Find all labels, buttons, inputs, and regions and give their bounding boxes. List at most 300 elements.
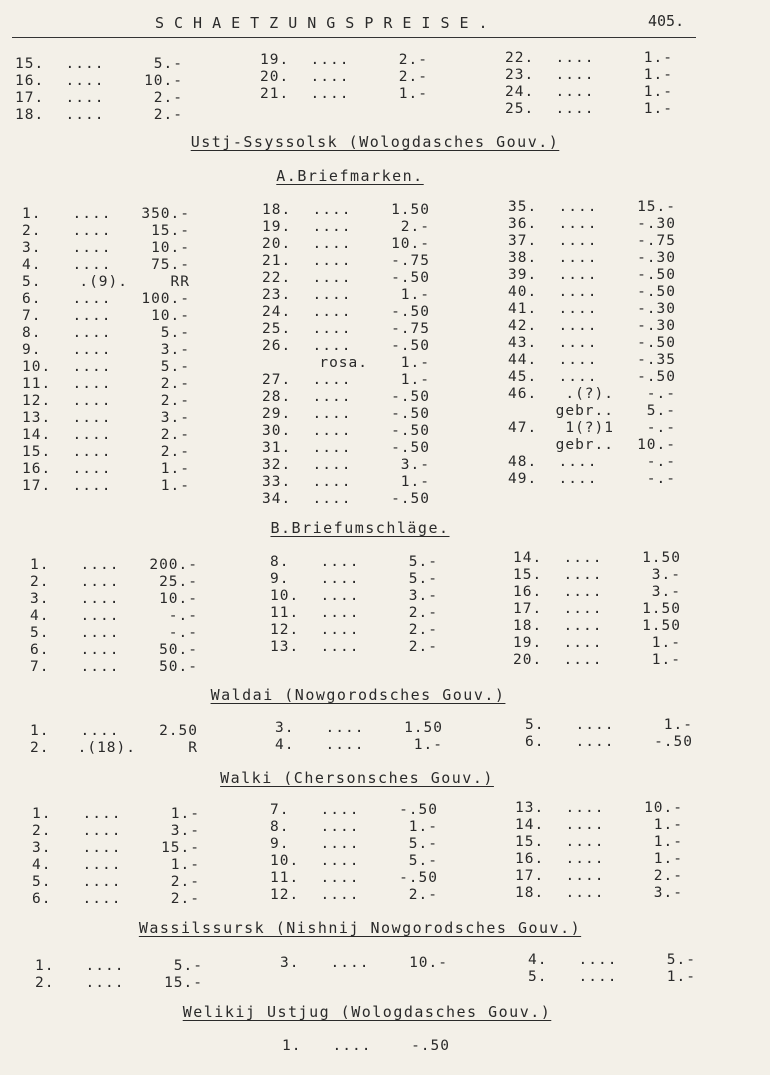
walki-col-3: [515, 800, 683, 902]
entry-number: 15.: [22, 444, 52, 460]
entry-price: 10.-: [151, 240, 190, 256]
entry-number: 14.: [515, 817, 545, 833]
price-entry: [505, 84, 673, 101]
entry-leader: ....: [72, 223, 112, 239]
entry-number: 41.: [508, 301, 538, 317]
walki-col-1: [32, 806, 200, 908]
price-entry: [22, 342, 190, 359]
entry-leader: ....: [320, 819, 360, 835]
entry-leader: ....: [85, 958, 125, 974]
entry-leader: ....: [558, 352, 598, 368]
entry-number: 7.: [30, 659, 50, 675]
entry-price: -.75: [391, 253, 430, 269]
entry-price: 10.-: [637, 437, 676, 453]
subsection-title-briefmarken: A.Briefmarken.: [276, 167, 424, 185]
entry-number: 16.: [22, 461, 52, 477]
entry-leader: ....: [558, 454, 598, 470]
price-entry: [505, 101, 673, 118]
entry-number: 39.: [508, 267, 538, 283]
ustj-b-col-3: [513, 550, 681, 669]
subsection-title-briefumschlaege: B.Briefumschläge.: [270, 519, 450, 537]
entry-price: -.-: [646, 454, 676, 470]
entry-price: 3.-: [651, 567, 681, 583]
entry-price: -.-: [646, 420, 676, 436]
entry-number: 20.: [262, 236, 292, 252]
entry-leader: ....: [320, 588, 360, 604]
entry-number: 12.: [22, 393, 52, 409]
entry-price: -.50: [391, 406, 430, 422]
price-entry: [513, 618, 681, 635]
entry-price: 25.-: [159, 574, 198, 590]
entry-leader: .(?).: [565, 386, 614, 402]
price-entry: [32, 823, 200, 840]
entry-price: 3.-: [651, 584, 681, 600]
ustj-a-col-3: [508, 199, 676, 488]
entry-leader: ....: [558, 335, 598, 351]
entry-price: 1.-: [643, 101, 673, 117]
entry-number: 3.: [22, 240, 42, 256]
entry-number: 2.: [22, 223, 42, 239]
entry-leader: ....: [558, 471, 598, 487]
entry-leader: ....: [65, 56, 105, 72]
entry-number: 4.: [528, 952, 548, 968]
price-entry: [262, 304, 430, 321]
entry-leader: ....: [65, 107, 105, 123]
entry-price: 3.-: [170, 823, 200, 839]
entry-leader: ....: [565, 868, 605, 884]
price-entry: [22, 206, 190, 223]
entry-price: 1.-: [643, 84, 673, 100]
entry-price: R: [188, 740, 198, 756]
entry-leader: ....: [82, 806, 122, 822]
entry-leader: ....: [312, 406, 352, 422]
entry-leader: ....: [72, 461, 112, 477]
entry-number: 23.: [262, 287, 292, 303]
entry-number: 20.: [513, 652, 543, 668]
entry-leader: ....: [558, 216, 598, 232]
entry-price: 2.-: [160, 376, 190, 392]
entry-number: 5.: [30, 625, 50, 641]
entry-leader: ....: [320, 802, 360, 818]
entry-number: 14.: [513, 550, 543, 566]
entry-price: 3.-: [160, 410, 190, 426]
price-entry: [270, 571, 438, 588]
price-entry: [270, 639, 438, 656]
price-entry: [30, 591, 198, 608]
entry-number: 21.: [262, 253, 292, 269]
entry-leader: ....: [563, 635, 603, 651]
price-entry: [513, 652, 681, 669]
entry-number: 3.: [32, 840, 52, 856]
price-entry: [15, 56, 183, 73]
price-entry: [508, 335, 676, 352]
entry-price: -.50: [399, 802, 438, 818]
price-entry: [270, 605, 438, 622]
price-entry: [508, 284, 676, 301]
price-entry: [262, 440, 430, 457]
entry-price: -.30: [637, 318, 676, 334]
entry-leader: ....: [310, 52, 350, 68]
entry-number: 46.: [508, 386, 538, 402]
entry-leader: ....: [565, 851, 605, 867]
entry-leader: ....: [320, 836, 360, 852]
entry-price: 1.-: [643, 67, 673, 83]
price-entry: [508, 471, 676, 488]
entry-price: 350.-: [141, 206, 190, 222]
entry-leader: ....: [80, 608, 120, 624]
entry-price: 10.-: [391, 236, 430, 252]
price-entry: [262, 236, 430, 253]
entry-price: 3.-: [160, 342, 190, 358]
entry-price: -.30: [637, 250, 676, 266]
entry-price: 1.-: [413, 737, 443, 753]
waldai-col-1: [30, 723, 198, 757]
entry-number: [508, 437, 542, 454]
entry-leader: ....: [65, 90, 105, 106]
entry-leader: ....: [312, 304, 352, 320]
entry-leader: gebr..: [555, 437, 614, 453]
price-entry: [275, 720, 443, 737]
entry-number: 16.: [513, 584, 543, 600]
entry-price: 2.50: [159, 723, 198, 739]
entry-leader: ....: [312, 440, 352, 456]
price-entry: [528, 952, 696, 969]
entry-number: 19.: [260, 52, 290, 68]
price-entry: [30, 642, 198, 659]
entry-price: 5.-: [666, 952, 696, 968]
entry-number: 48.: [508, 454, 538, 470]
entry-price: 5.-: [408, 853, 438, 869]
entry-leader: ....: [563, 567, 603, 583]
entry-number: [508, 403, 542, 420]
entry-price: 2.-: [653, 868, 683, 884]
entry-number: 38.: [508, 250, 538, 266]
price-entry: [513, 635, 681, 652]
entry-number: 3.: [30, 591, 50, 607]
entry-price: 2.-: [408, 887, 438, 903]
entry-number: 6.: [22, 291, 42, 307]
entry-price: -.50: [391, 338, 430, 354]
entry-leader: ....: [565, 885, 605, 901]
price-entry: [262, 457, 430, 474]
price-entry: [262, 372, 430, 389]
entry-number: 49.: [508, 471, 538, 487]
price-entry: [32, 874, 200, 891]
entry-leader: ....: [82, 823, 122, 839]
entry-number: 18.: [513, 618, 543, 634]
entry-leader: ....: [72, 240, 112, 256]
price-entry: [508, 199, 676, 216]
price-entry: [22, 240, 190, 257]
entry-leader: ....: [72, 393, 112, 409]
price-entry: [15, 90, 183, 107]
entry-price: 2.-: [408, 622, 438, 638]
price-entry: [15, 73, 183, 90]
price-entry: [262, 355, 430, 372]
entry-number: [262, 355, 296, 372]
entry-price: 1.-: [653, 834, 683, 850]
price-entry: [508, 352, 676, 369]
price-entry: [270, 836, 438, 853]
entry-price: -.50: [391, 423, 430, 439]
entry-leader: ....: [312, 389, 352, 405]
price-entry: [505, 50, 673, 67]
entry-number: 2.: [35, 975, 55, 991]
price-entry: [22, 291, 190, 308]
entry-leader: ....: [85, 975, 125, 991]
entry-leader: ....: [80, 659, 120, 675]
entry-price: 2.-: [408, 639, 438, 655]
entry-leader: ....: [312, 474, 352, 490]
entry-number: 12.: [270, 887, 300, 903]
section-title-waldai: Waldai (Nowgorodsches Gouv.): [210, 686, 506, 704]
price-entry: [262, 423, 430, 440]
entry-number: 7.: [22, 308, 42, 324]
entry-leader: ....: [563, 618, 603, 634]
entry-price: 3.-: [653, 885, 683, 901]
ustj-b-col-2: [270, 554, 438, 656]
entry-leader: ....: [80, 723, 120, 739]
entry-leader: ....: [72, 359, 112, 375]
wassil-col-1: [35, 958, 203, 992]
entry-price: 15.-: [637, 199, 676, 215]
price-entry: [528, 969, 696, 986]
entry-price: 5.-: [408, 836, 438, 852]
price-entry: [32, 891, 200, 908]
wassil-col-3: [528, 952, 696, 986]
entry-leader: ....: [555, 101, 595, 117]
price-entry: [270, 819, 438, 836]
price-entry: [262, 202, 430, 219]
price-entry: [508, 420, 676, 437]
price-entry: [32, 806, 200, 823]
ustj-a-col-2: [262, 202, 430, 508]
entry-price: -.50: [637, 267, 676, 283]
price-entry: [22, 478, 190, 495]
entry-price: -.75: [391, 321, 430, 337]
price-entry: [262, 253, 430, 270]
entry-number: 18.: [262, 202, 292, 218]
entry-number: 2.: [30, 574, 50, 590]
entry-leader: ....: [72, 478, 112, 494]
entry-price: 2.-: [160, 444, 190, 460]
price-entry: [515, 834, 683, 851]
entry-price: -.50: [399, 870, 438, 886]
entry-leader: ....: [312, 253, 352, 269]
entry-number: 5.: [32, 874, 52, 890]
price-entry: [30, 574, 198, 591]
price-entry: [22, 359, 190, 376]
entry-price: 1.-: [400, 372, 430, 388]
entry-leader: ....: [563, 584, 603, 600]
section-title-walki: Walki (Chersonsches Gouv.): [220, 769, 494, 787]
entry-leader: ....: [578, 952, 618, 968]
entry-leader: ....: [555, 50, 595, 66]
entry-price: -.50: [391, 389, 430, 405]
price-entry: [513, 550, 681, 567]
entry-price: 2.-: [398, 52, 428, 68]
entry-number: 1.: [30, 557, 50, 573]
entry-price: 2.-: [170, 891, 200, 907]
entry-number: 1.: [282, 1038, 302, 1054]
price-entry: [280, 955, 448, 972]
entry-number: 14.: [22, 427, 52, 443]
entry-number: 44.: [508, 352, 538, 368]
entry-price: -.50: [391, 440, 430, 456]
price-entry: [513, 584, 681, 601]
price-entry: [260, 69, 428, 86]
entry-number: 17.: [22, 478, 52, 494]
entry-leader: ....: [558, 233, 598, 249]
price-entry: [270, 622, 438, 639]
entry-price: 5.-: [408, 571, 438, 587]
entry-leader: .(9).: [79, 274, 128, 290]
entry-number: 16.: [15, 73, 45, 89]
header-rule: [12, 37, 696, 38]
entry-number: 11.: [22, 376, 52, 392]
entry-leader: ....: [312, 372, 352, 388]
entry-price: 15.-: [164, 975, 203, 991]
price-entry: [30, 659, 198, 676]
entry-number: 15.: [15, 56, 45, 72]
entry-leader: ....: [72, 444, 112, 460]
entry-number: 27.: [262, 372, 292, 388]
entry-price: 10.-: [644, 800, 683, 816]
entry-leader: ....: [312, 236, 352, 252]
entry-number: 1.: [22, 206, 42, 222]
entry-number: 8.: [270, 554, 290, 570]
price-entry: [515, 885, 683, 902]
entry-leader: ....: [82, 840, 122, 856]
entry-leader: ....: [575, 717, 615, 733]
price-entry: [22, 274, 190, 291]
price-entry: [508, 216, 676, 233]
entry-number: 21.: [260, 86, 290, 102]
price-entry: [262, 321, 430, 338]
price-entry: [22, 308, 190, 325]
price-entry: [275, 737, 443, 754]
entry-price: -.75: [637, 233, 676, 249]
price-entry: [22, 410, 190, 427]
price-entry: [30, 723, 198, 740]
entry-price: -.-: [646, 471, 676, 487]
entry-leader: ....: [565, 834, 605, 850]
entry-leader: ....: [72, 376, 112, 392]
entry-leader: ....: [555, 67, 595, 83]
price-entry: [508, 386, 676, 403]
price-entry: [515, 851, 683, 868]
entry-leader: 1(?)1: [565, 420, 614, 436]
entry-number: 3.: [275, 720, 295, 736]
price-entry: [270, 887, 438, 904]
entry-number: 6.: [32, 891, 52, 907]
entry-leader: ....: [312, 423, 352, 439]
entry-price: -.-: [168, 625, 198, 641]
entry-number: 6.: [525, 734, 545, 750]
entry-leader: ....: [320, 853, 360, 869]
entry-price: 2.-: [160, 393, 190, 409]
entry-number: 33.: [262, 474, 292, 490]
entry-leader: ....: [72, 308, 112, 324]
entry-number: 10.: [22, 359, 52, 375]
price-entry: [525, 734, 693, 751]
entry-price: RR: [170, 274, 190, 290]
entry-price: -.50: [391, 270, 430, 286]
entry-price: 1.-: [653, 851, 683, 867]
entry-number: 7.: [270, 802, 290, 818]
entry-leader: ....: [565, 817, 605, 833]
price-entry: [35, 958, 203, 975]
entry-price: 2.-: [153, 90, 183, 106]
price-entry: [262, 389, 430, 406]
entry-number: 18.: [515, 885, 545, 901]
entry-leader: ....: [312, 219, 352, 235]
price-entry: [22, 444, 190, 461]
entry-price: -.-: [168, 608, 198, 624]
entry-number: 34.: [262, 491, 292, 507]
entry-number: 5.: [528, 969, 548, 985]
price-entry: [262, 338, 430, 355]
price-entry: [270, 802, 438, 819]
entry-price: 1.-: [663, 717, 693, 733]
entry-number: 4.: [22, 257, 42, 273]
entry-number: 10.: [270, 853, 300, 869]
entry-price: -.30: [637, 216, 676, 232]
price-entry: [270, 853, 438, 870]
entry-number: 32.: [262, 457, 292, 473]
entry-number: 42.: [508, 318, 538, 334]
entry-leader: ....: [312, 270, 352, 286]
entry-leader: ....: [325, 737, 365, 753]
entry-price: 5.-: [153, 56, 183, 72]
price-entry: [508, 301, 676, 318]
entry-price: 1.50: [642, 601, 681, 617]
entry-price: -.50: [637, 284, 676, 300]
entry-leader: ....: [558, 267, 598, 283]
entry-number: 11.: [270, 605, 300, 621]
price-entry: [30, 625, 198, 642]
price-entry: [270, 870, 438, 887]
entry-price: -.50: [391, 491, 430, 507]
entry-number: 12.: [270, 622, 300, 638]
section-title-ustj: Ustj-Ssyssolsk (Wologdasches Gouv.): [190, 133, 560, 151]
price-entry: [513, 567, 681, 584]
price-entry: [22, 461, 190, 478]
price-entry: [32, 840, 200, 857]
entry-price: 1.50: [642, 618, 681, 634]
entry-number: 24.: [505, 84, 535, 100]
entry-leader: ....: [80, 642, 120, 658]
top-col-3: [505, 50, 673, 118]
entry-leader: ....: [72, 427, 112, 443]
price-entry: [513, 601, 681, 618]
entry-price: 5.-: [160, 325, 190, 341]
entry-number: 15.: [515, 834, 545, 850]
entry-number: 31.: [262, 440, 292, 456]
entry-leader: ....: [558, 250, 598, 266]
price-entry: [515, 868, 683, 885]
entry-leader: ....: [82, 891, 122, 907]
page-number: 405.: [648, 12, 685, 30]
entry-number: 17.: [513, 601, 543, 617]
entry-number: 2.: [32, 823, 52, 839]
walki-col-2: [270, 802, 438, 904]
price-entry: [30, 608, 198, 625]
entry-price: 75.-: [151, 257, 190, 273]
entry-price: 10.-: [151, 308, 190, 324]
entry-number: 43.: [508, 335, 538, 351]
price-entry: [508, 233, 676, 250]
